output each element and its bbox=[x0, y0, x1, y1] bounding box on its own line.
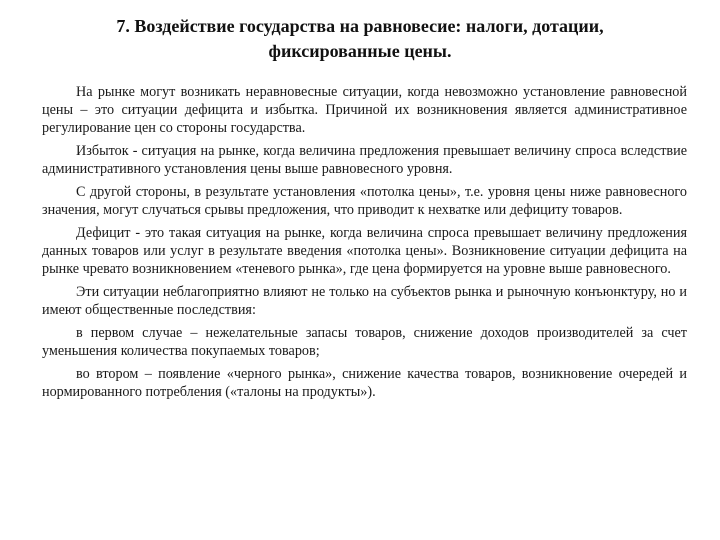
paragraph-intro: На рынке могут возникать неравновесные ситуации, когда невозможно установление равновесной цены – это ситуации дефицита и избытка. Причиной их возникновения является административное регулирование цен со стороны государства. bbox=[42, 84, 687, 136]
document-body bbox=[42, 83, 687, 401]
page-title: 7. Воздействие государства на равновесие: налоги, дотации, фиксированные цены. bbox=[116, 16, 604, 61]
paragraph-consequences: Эти ситуации неблагоприятно влияют не только на субъектов рынка и рыночную конъюнктуру, но и имеют общественные последствия: bbox=[42, 284, 687, 318]
paragraph-second-case: во втором – появление «черного рынка», снижение качества товаров, возникновение очередей и нормированного потребления («талоны на продукты»). bbox=[42, 366, 687, 400]
paragraph-surplus: Избыток - ситуация на рынке, когда величина предложения превышает величину спроса вследствие административного установления цены выше равновесного уровня. bbox=[42, 143, 687, 177]
paragraph-price-ceiling: С другой стороны, в результате установления «потолка цены», т.е. уровня цены ниже равновесного значения, могут случаться срывы предложения, что приводит к нехватке или дефициту товаров. bbox=[42, 184, 687, 218]
paragraph-deficit: Дефицит - это такая ситуация на рынке, когда величина спроса превышает величину предложения данных товаров или услуг в результате введения «потолка цены». Возникновение ситуации дефицита на рынке чревато возникновением «теневого рынка», где цена формируется на уровне выше равновесного. bbox=[42, 225, 687, 277]
paragraph-first-case: в первом случае – нежелательные запасы товаров, снижение доходов производителей за счет уменьшения количества покупаемых товаров; bbox=[42, 325, 687, 359]
